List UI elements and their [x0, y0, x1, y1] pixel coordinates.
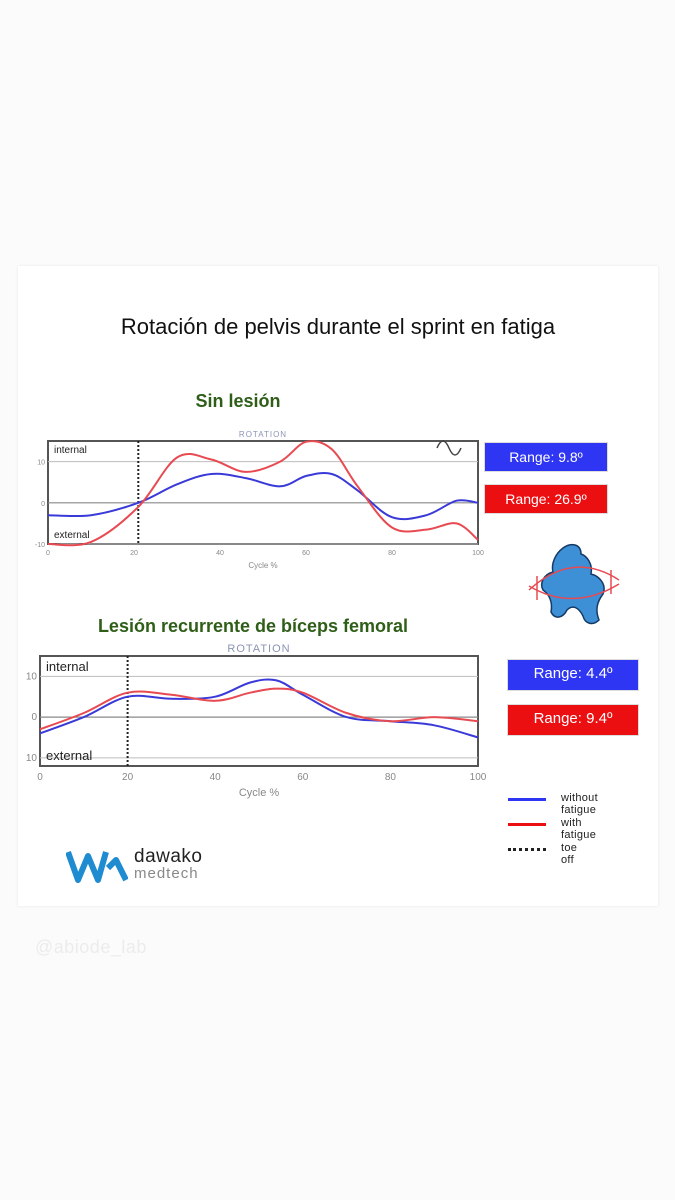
- range-box-red-2: Range: 9.4º: [507, 704, 639, 736]
- x-tick-label: 80: [384, 772, 396, 783]
- x-axis-label: Cycle %: [238, 787, 280, 799]
- y-tick-label: 10: [37, 459, 45, 467]
- x-tick-label: 100: [469, 772, 487, 783]
- red-line-swatch: [508, 823, 546, 826]
- logo-word: dawako: [134, 846, 203, 867]
- legend-label: with fatigue: [561, 817, 597, 841]
- y-tick-label: 0: [31, 712, 37, 724]
- x-tick-label: 0: [37, 772, 43, 783]
- y-tick-label: -10: [34, 542, 45, 549]
- logo-subtitle: medtech: [134, 865, 199, 882]
- infographic-card: [18, 266, 658, 906]
- x-tick-label: 40: [216, 550, 224, 557]
- region-label-internal: internal: [46, 659, 89, 674]
- y-tick-label: 10: [25, 671, 37, 683]
- legend-label: without fatigue: [561, 792, 598, 816]
- x-axis-label: Cycle %: [248, 561, 278, 570]
- range-box-red-1: Range: 26.9º: [484, 484, 608, 514]
- panel-title-lesion-recurrente: Lesión recurrente de bíceps femoral: [97, 616, 409, 636]
- x-tick-label: 20: [122, 772, 134, 783]
- page-title: Rotación de pelvis durante el sprint en fatiga: [120, 314, 556, 339]
- y-tick-label: 0: [41, 500, 45, 508]
- legend-label: toe off: [561, 842, 578, 866]
- wk-logo-icon: [66, 848, 128, 884]
- chart-sin-lesion: [23, 426, 493, 586]
- y-tick-label: 10: [25, 752, 37, 764]
- dotted-line-swatch: [508, 848, 546, 851]
- region-label-external: external: [46, 748, 93, 763]
- x-tick-label: 40: [209, 772, 221, 783]
- x-tick-label: 60: [302, 550, 310, 557]
- chart-title: ROTATION: [227, 643, 291, 655]
- panel-title-sin-lesion: Sin lesión: [195, 391, 281, 411]
- watermark: @abiode_lab: [35, 937, 147, 957]
- x-tick-label: 80: [388, 550, 396, 557]
- plot-frame: [40, 656, 478, 766]
- range-box-blue-2: Range: 4.4º: [507, 659, 639, 691]
- x-tick-label: 20: [130, 550, 138, 557]
- blue-line-swatch: [508, 798, 546, 801]
- range-box-blue-1: Range: 9.8º: [484, 442, 608, 472]
- region-label-external: external: [54, 530, 90, 541]
- region-label-internal: internal: [54, 445, 87, 456]
- x-tick-label: 100: [472, 550, 484, 557]
- x-tick-label: 60: [297, 772, 309, 783]
- chart-lesion-recurrente: [18, 641, 498, 806]
- chart-title: ROTATION: [238, 430, 288, 439]
- pelvis-rotation-icon: [523, 540, 623, 630]
- x-tick-label: 0: [46, 550, 50, 557]
